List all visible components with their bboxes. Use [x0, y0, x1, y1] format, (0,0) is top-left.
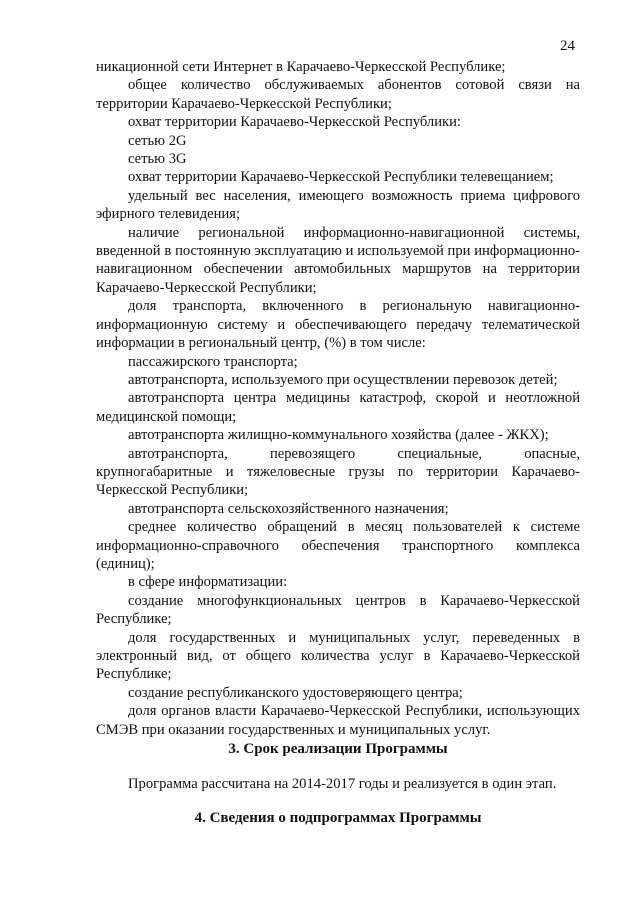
- paragraph-1: никационной сети Интернет в Карачаево-Черкесской Республике;: [96, 59, 506, 75]
- section-3-heading: 3. Срок реализации Программы: [228, 741, 448, 757]
- paragraph-17: в сфере информатизации:: [128, 574, 288, 591]
- paragraph-16: среднее количество обращений в месяц пользователей к системе информационно-справочного обеспечения транспортного комплекса (единиц);: [96, 519, 580, 572]
- page-number: 24: [560, 38, 575, 54]
- paragraph-3: охват территории Карачаево-Черкесской Республики:: [128, 114, 461, 131]
- document-body: [96, 58, 580, 739]
- paragraph-7: удельный вес населения, имеющего возможность приема цифрового эфирного телевидения;: [96, 187, 580, 223]
- paragraph-18: создание многофункциональных центров в Карачаево-Черкесской Республике;: [96, 592, 580, 628]
- paragraph-11: автотранспорта, используемого при осуществлении перевозок детей;: [128, 371, 558, 388]
- section-4-heading: 4. Сведения о подпрограммах Программы: [194, 810, 482, 826]
- paragraph-20: создание республиканского удостоверяющего центра;: [128, 684, 463, 701]
- paragraph-14: автотранспорта, перевозящего специальные, опасные, крупногабаритные и тяжеловесные грузы по территории Карачаево-Черкесской Республики;: [96, 445, 580, 499]
- paragraph-10: пассажирского транспорта;: [128, 353, 298, 370]
- paragraph-6: охват территории Карачаево-Черкесской Республики телевещанием;: [128, 169, 554, 186]
- paragraph-8: наличие региональной информационно-навигационной системы, введенной в постоянную эксплуатацию и используемой при информационно-навигационном обеспечении автомобильных маршрутов на территории Карачаево-Черкесской Республики;: [96, 224, 580, 296]
- paragraph-12: автотранспорта центра медицины катастроф, скорой и неотложной медицинской помощи;: [96, 390, 580, 425]
- paragraph-19: доля государственных и муниципальных услуг, переведенных в электронный вид, от общего количества услуг в Карачаево-Черкесской Республике;: [96, 629, 580, 683]
- paragraph-9: доля транспорта, включенного в региональную навигационно-информационную систему и обеспечивающего передачу телематической информации в региональный центр, (%) в том числе:: [96, 298, 580, 352]
- paragraph-21: доля органов власти Карачаево-Черкесской Республики, использующих СМЭВ при оказании государственных и муниципальных услуг.: [96, 703, 580, 738]
- section-3-text: Программа рассчитана на 2014-2017 годы и реализуется в один этап.: [128, 776, 557, 792]
- paragraph-2: общее количество обслуживаемых абонентов сотовой связи на территории Карачаево-Черкесской Республики;: [96, 77, 580, 112]
- paragraph-15: автотранспорта сельскохозяйственного назначения;: [128, 500, 449, 517]
- paragraph-13: автотранспорта жилищно-коммунального хозяйства (далее - ЖКХ);: [128, 427, 549, 444]
- paragraph-4: сетью 2G: [128, 132, 187, 149]
- paragraph-5: сетью 3G: [128, 151, 187, 168]
